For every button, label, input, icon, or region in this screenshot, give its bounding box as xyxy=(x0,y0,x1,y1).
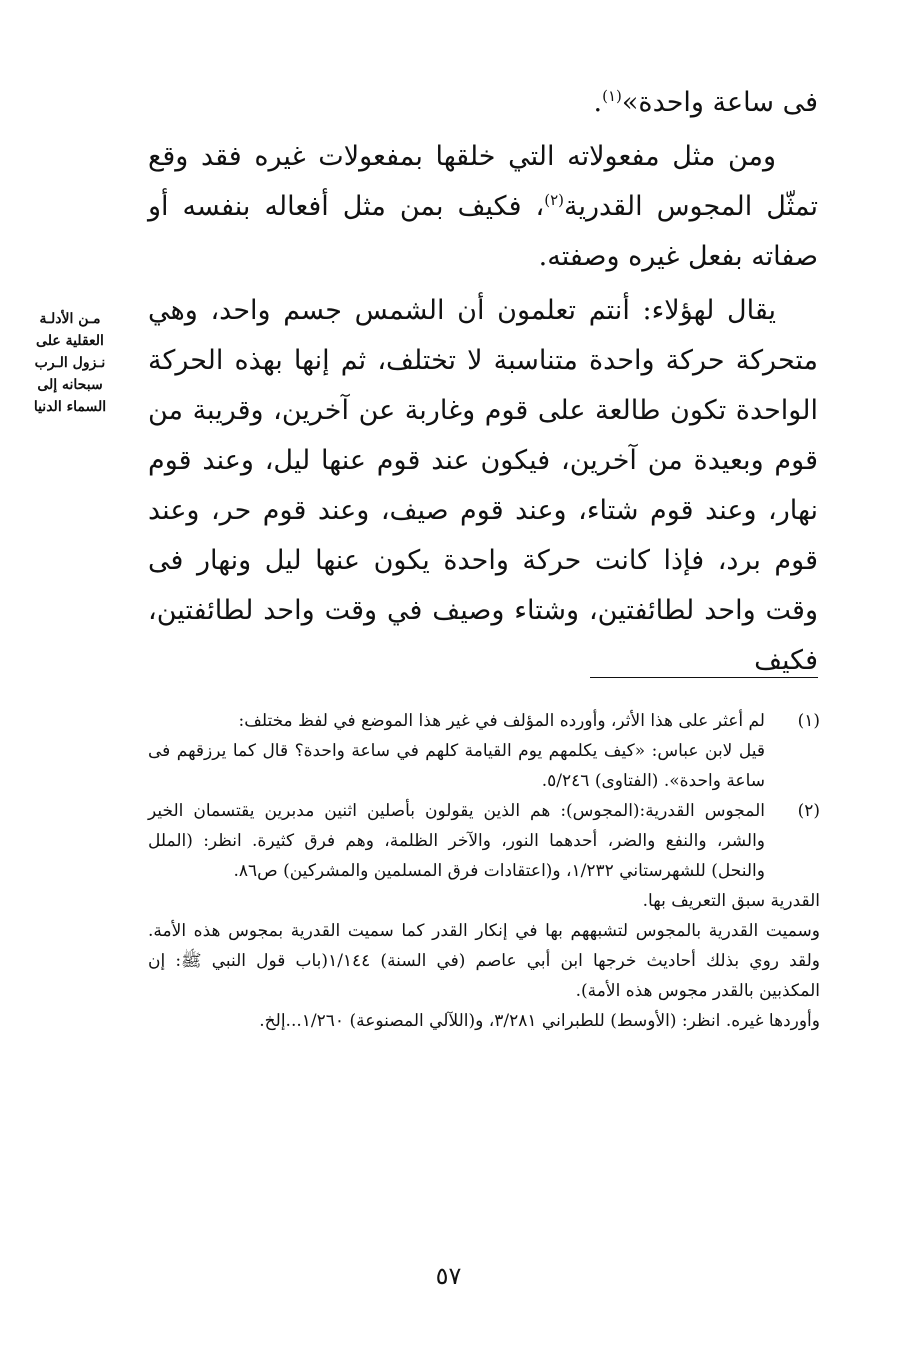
footnote-ref-1: (١) xyxy=(602,87,622,105)
footnote-2-line-1: المجوس القدرية:(المجوس): هم الذين يقولون بأصلين اثنين مدبرين يقتسمان الخير والشر، والنفع والضر، أحدهما النور، والآخر الظلمة، وهم فرق كثيرة. انظر: (الملل والنحل) للشهرستاني ١/٢٣٢، و(اعتقادات فرق المسلمين والمشركين) ص٨٦. xyxy=(148,801,765,881)
footnote-1 xyxy=(148,706,820,796)
footnote-2-line-2: القدرية سبق التعريف بها. xyxy=(642,891,820,911)
footnote-2-number: (٢) xyxy=(797,801,820,821)
footnotes xyxy=(148,706,820,1036)
footnote-1-line-2: قيل لابن عباس: «كيف يكلمهم يوم القيامة كلهم في ساعة واحدة؟ قال كما يرزقهم فى ساعة واحدة». (الفتاوى) ٥/٢٤٦. xyxy=(148,741,765,791)
paragraph-1-end: . xyxy=(593,87,603,118)
paragraph-2-text-b: ، فكيف بمن مثل أفعاله بنفسه أو صفاته بفعل غيره وصفته. xyxy=(148,191,818,272)
footnote-separator xyxy=(590,677,818,678)
paragraph-2-text-a: ومن مثل مفعولاته التي خلقها بمفعولات غيره فقد وقع تمثّل المجوس القدرية xyxy=(148,141,818,222)
paragraph-1-text: فى ساعة واحدة» xyxy=(621,87,818,118)
footnote-1-number: (١) xyxy=(797,711,820,731)
footnote-2-line-4: وأوردها غيره. انظر: (الأوسط) للطبراني ٣/٢٨١، و(اللآلي المصنوعة) ١/٢٦٠...إلخ. xyxy=(259,1011,820,1031)
margin-note-line-2: العقلية على xyxy=(36,333,104,349)
main-text xyxy=(148,78,818,686)
margin-note-line-5: السماء الدنيا xyxy=(33,399,107,415)
margin-note xyxy=(20,308,120,418)
footnote-1-line-1: لم أعثر على هذا الأثر، وأورده المؤلف في غير هذا الموضع في لفظ مختلف: xyxy=(238,711,765,731)
margin-note-line-3: نـزول الـرب xyxy=(34,355,106,371)
footnote-ref-2: (٢) xyxy=(544,191,564,209)
paragraph-1 xyxy=(148,78,818,128)
paragraph-2 xyxy=(148,132,818,282)
footnote-2-line-3: وسميت القدرية بالمجوس لتشبههم بها في إنكار القدر كما سميت القدرية بمجوس هذه الأمة. ولقد روي بذلك أحاديث خرجها ابن أبي عاصم (في السنة) ١/١٤٤(باب قول النبي ﷺ: إن المكذبين بالقدر مجوس هذه الأمة). xyxy=(148,921,821,1001)
margin-note-line-1: مـن الأدلـة xyxy=(39,311,101,327)
margin-note-line-4: سبحانه إلى xyxy=(37,377,103,393)
footnote-2 xyxy=(148,796,820,886)
paragraph-3: يقال لهؤلاء: أنتم تعلمون أن الشمس جسم واحد، وهي متحركة حركة واحدة متناسبة لا تختلف، ثم إنها بهذه الحركة الواحدة تكون طالعة على قوم وغاربة عن آخرين، وقريبة من قوم وبعيدة من آخرين، فيكون عند قوم عنها ليل، وعند قوم نهار، وعند قوم شتاء، وعند قوم صيف، وعند قوم حر، وعند قوم برد، فإذا كانت حركة واحدة يكون عنها ليل ونهار فى وقت واحد لطائفتين، وشتاء وصيف في وقت واحد لطائفتين، فكيف xyxy=(148,295,818,676)
page-number: ٥٧ xyxy=(435,1262,462,1290)
